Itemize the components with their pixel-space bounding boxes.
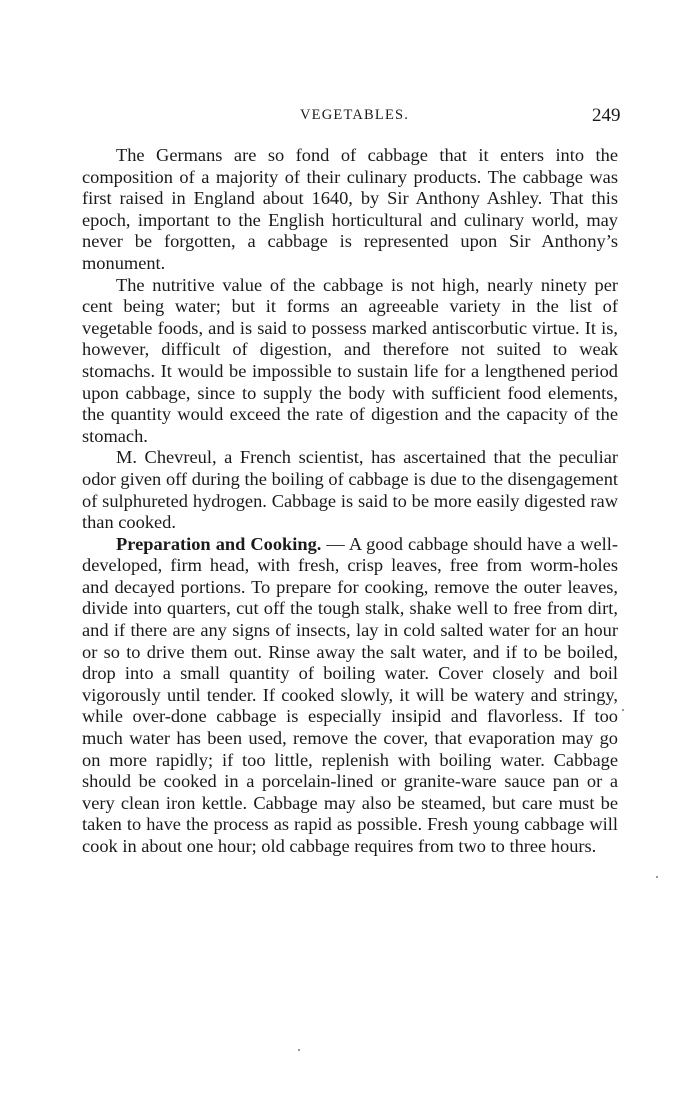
paragraph-germans-cabbage: The Germans are so fond of cabbage that it enters into the composition of a majority of their culinary products. The cabbage was first raised in England about 1640, by Sir Anthony Ashley. That this epoch, important to the English horticultural and culinary world, may never be forgotten, a cabbage is represented upon Sir Anthony’s monument. bbox=[82, 145, 618, 273]
paragraph-nutritive-value: The nutritive value of the cabbage is not high, nearly ninety per cent being water; but it forms an agreeable variety in the list of vegetable foods, and is said to possess marked antiscorbutic virtue. It is, however, difficult of digestion, and therefore not suited to weak stomachs. It would be impossible to sustain life for a lengthened period upon cabbage, since to supply the body with sufficient food elements, the quantity would exceed the rate of digestion and the capacity of the stomach. bbox=[82, 274, 618, 446]
page-number: 249 bbox=[592, 105, 621, 126]
paragraph-preparation-text: — A good cabbage should have a well-developed, firm head, with fresh, crisp leaves, free from worm-holes and decayed portions. To prepare for cooking, remove the outer leaves, divide into quarters, cut off the tough stalk, shake well to free from dirt, and if there are any signs of insects, lay in cold salted water for an hour or so to drive them out. Rinse away the salt water, and if to be boiled, drop into a small quantity of boiling water. Cover closely and boil vigorously until tender. If cooked slowly, it will be watery and stringy, while over-done cabbage is especially insipid and flavorless. If too much water has been used, remove the cover, that evaporation may go on more rapidly; if too little, replenish with boiling water. Cabbage should be cooked in a porcelain-lined or granite-ware sauce pan or a very clean iron kettle. Cabbage may also be steamed, but care must be taken to have the process as rapid as possible. Fresh young cabbage will cook in about one hour; old cabbage requires from two to three hours. bbox=[82, 533, 618, 856]
print-speck bbox=[298, 1049, 300, 1051]
running-head bbox=[0, 105, 700, 135]
paragraph-chevreul: M. Chevreul, a French scientist, has ascertained that the peculiar odor given off during the boiling of cabbage is due to the disengagement of sulphureted hydrogen. Cabbage is said to be more easily digested raw than cooked. bbox=[82, 447, 618, 533]
paragraph-preparation-cooking bbox=[82, 534, 618, 858]
body-text bbox=[82, 145, 618, 858]
section-heading: Preparation and Cooking. bbox=[116, 533, 322, 554]
running-title: VEGETABLES. bbox=[300, 107, 410, 123]
print-speck bbox=[622, 709, 624, 711]
print-speck bbox=[656, 876, 658, 878]
